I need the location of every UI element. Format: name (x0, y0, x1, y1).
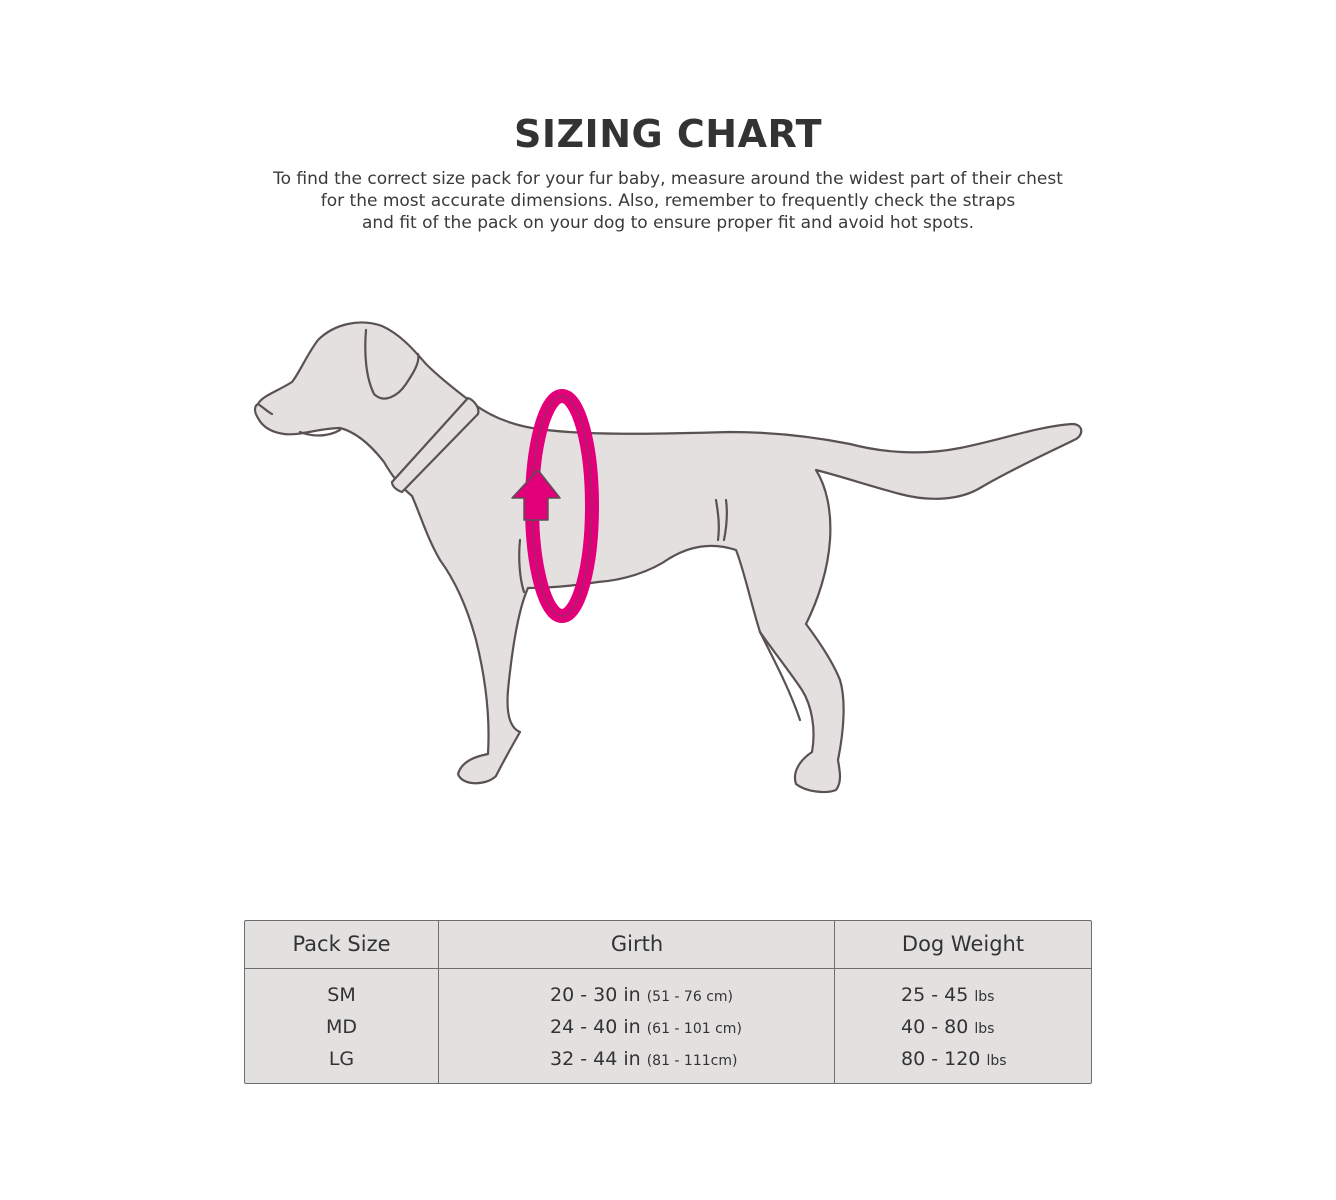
weight-value: 80 - 120 (901, 1048, 981, 1070)
cell-size: LG (328, 1048, 355, 1070)
weight-unit: lbs (986, 1053, 1007, 1069)
cell-size: SM (327, 984, 356, 1006)
cell-weight (835, 979, 1091, 1011)
intro-line: for the most accurate dimensions. Also, remember to frequently check the straps (320, 191, 1016, 211)
cell-size: MD (325, 1016, 358, 1038)
girth-inches: 20 - 30 in (550, 984, 641, 1006)
weight-value: 25 - 45 (901, 984, 969, 1006)
dog-illustration (240, 300, 1100, 810)
cell-girth (439, 1011, 835, 1043)
intro-line: To find the correct size pack for your fur baby, measure around the widest part of their chest (273, 169, 1063, 189)
page-title: SIZING CHART (514, 112, 822, 156)
dog-icon (255, 322, 1081, 792)
girth-centimeters: (81 - 111cm) (646, 1053, 738, 1069)
weight-unit: lbs (974, 989, 995, 1005)
column-girth (438, 921, 835, 1083)
cell-weight (835, 1011, 1091, 1043)
weight-value: 40 - 80 (901, 1016, 969, 1038)
sizing-table (244, 920, 1092, 1084)
header-pack-size: Pack Size (292, 932, 391, 956)
header-dog-weight: Dog Weight (901, 932, 1025, 956)
column-dog-weight (834, 921, 1091, 1083)
girth-inches: 24 - 40 in (550, 1016, 641, 1038)
girth-centimeters: (51 - 76 cm) (646, 989, 733, 1005)
weight-unit: lbs (974, 1021, 995, 1037)
cell-weight (835, 1043, 1091, 1075)
header-girth: Girth (610, 932, 664, 956)
cell-girth (439, 1043, 835, 1075)
intro-text (218, 168, 1118, 234)
cell-girth (439, 979, 835, 1011)
intro-line: and fit of the pack on your dog to ensure proper fit and avoid hot spots. (361, 213, 975, 233)
girth-inches: 32 - 44 in (550, 1048, 641, 1070)
girth-centimeters: (61 - 101 cm) (646, 1021, 742, 1037)
column-pack-size (245, 921, 438, 1083)
